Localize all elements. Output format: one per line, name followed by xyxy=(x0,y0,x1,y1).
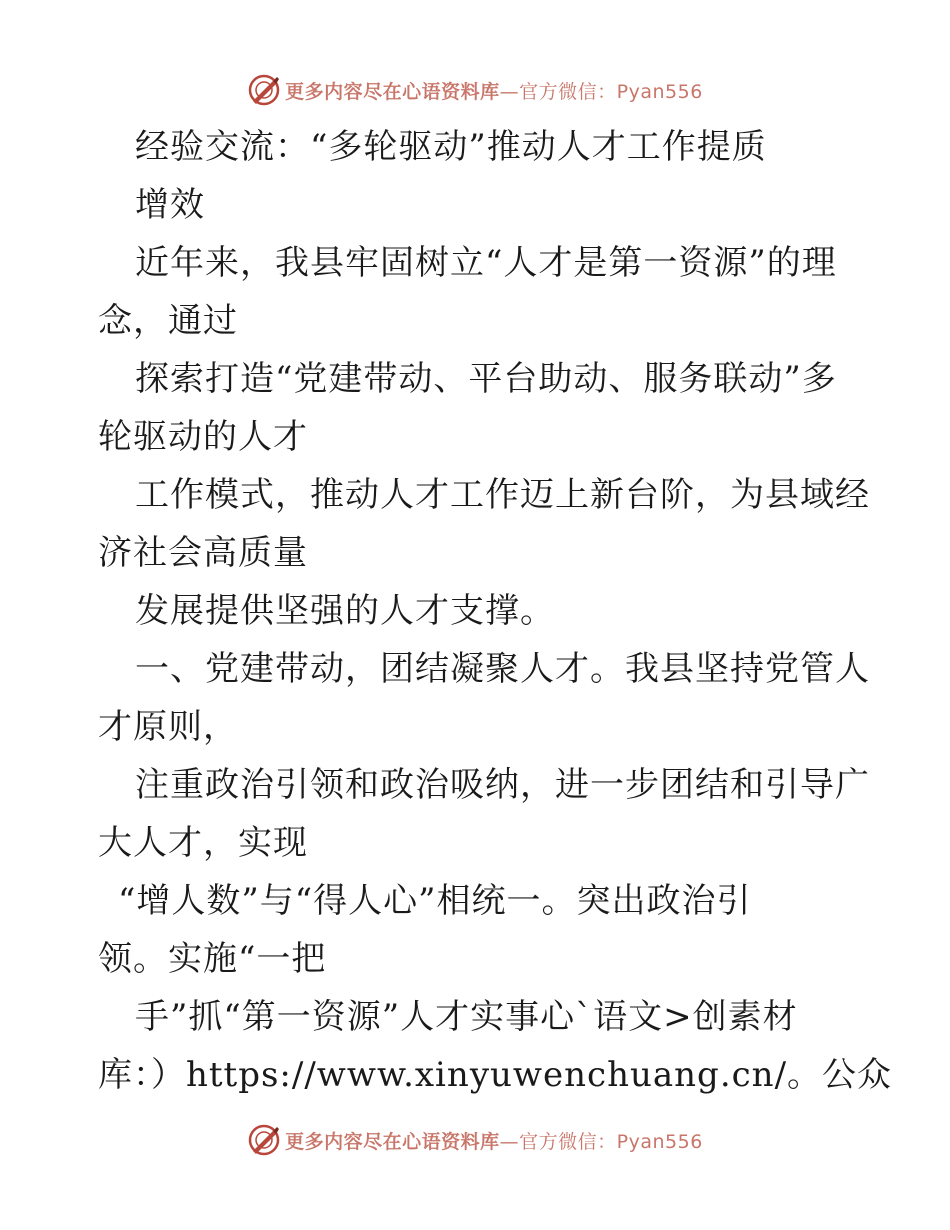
paragraph-line-with-link: 库：）https://www.xinyuwenchuang.cn/。公众 xyxy=(98,1055,893,1095)
watermark-dash: — xyxy=(499,1130,520,1153)
document-title: 经验交流：“多轮驱动”推动人才工作提质 xyxy=(135,127,767,167)
paragraph-line: 轮驱动的人才 xyxy=(98,417,308,457)
paragraph-line: 注重政治引领和政治吸纳，进一步团结和引导广 xyxy=(135,765,870,805)
paragraph-line: 才原则， xyxy=(98,707,238,747)
paragraph-line: 大人才，实现 xyxy=(98,823,308,863)
paragraph-line: 领。实施“一把 xyxy=(98,939,327,979)
watermark-wechat: 官方微信：Pyan556 xyxy=(519,80,703,103)
paragraph-line: 济社会高质量 xyxy=(98,533,308,573)
section-heading-line: 一、党建带动，团结凝聚人才。我县坚持党管人 xyxy=(135,649,870,689)
document-title-continued: 增效 xyxy=(135,185,205,225)
watermark-title: 更多内容尽在心语资料库 xyxy=(285,80,500,103)
paragraph-line: 近年来，我县牢固树立“人才是第一资源”的理 xyxy=(135,243,837,283)
watermark-header xyxy=(0,70,950,110)
paragraph-line: 工作模式，推动人才工作迈上新台阶，为县域经 xyxy=(135,475,870,515)
paragraph-line: 探索打造“党建带动、平台助动、服务联动”多 xyxy=(135,359,837,399)
watermark-wechat: 官方微信：Pyan556 xyxy=(519,1130,703,1153)
pen-logo-icon xyxy=(247,1123,281,1157)
paragraph-line: 手”抓“第一资源”人才实事心`语文>创素材 xyxy=(135,997,798,1037)
paragraph-line: “增人数”与“得人心”相统一。突出政治引 xyxy=(118,881,752,921)
watermark-title: 更多内容尽在心语资料库 xyxy=(285,1130,500,1153)
paragraph-line: 念，通过 xyxy=(98,301,238,341)
pen-logo-icon xyxy=(247,73,281,107)
watermark-footer xyxy=(0,1120,950,1160)
watermark-dash: — xyxy=(499,80,520,103)
paragraph-line: 发展提供坚强的人才支撑。 xyxy=(135,591,555,631)
